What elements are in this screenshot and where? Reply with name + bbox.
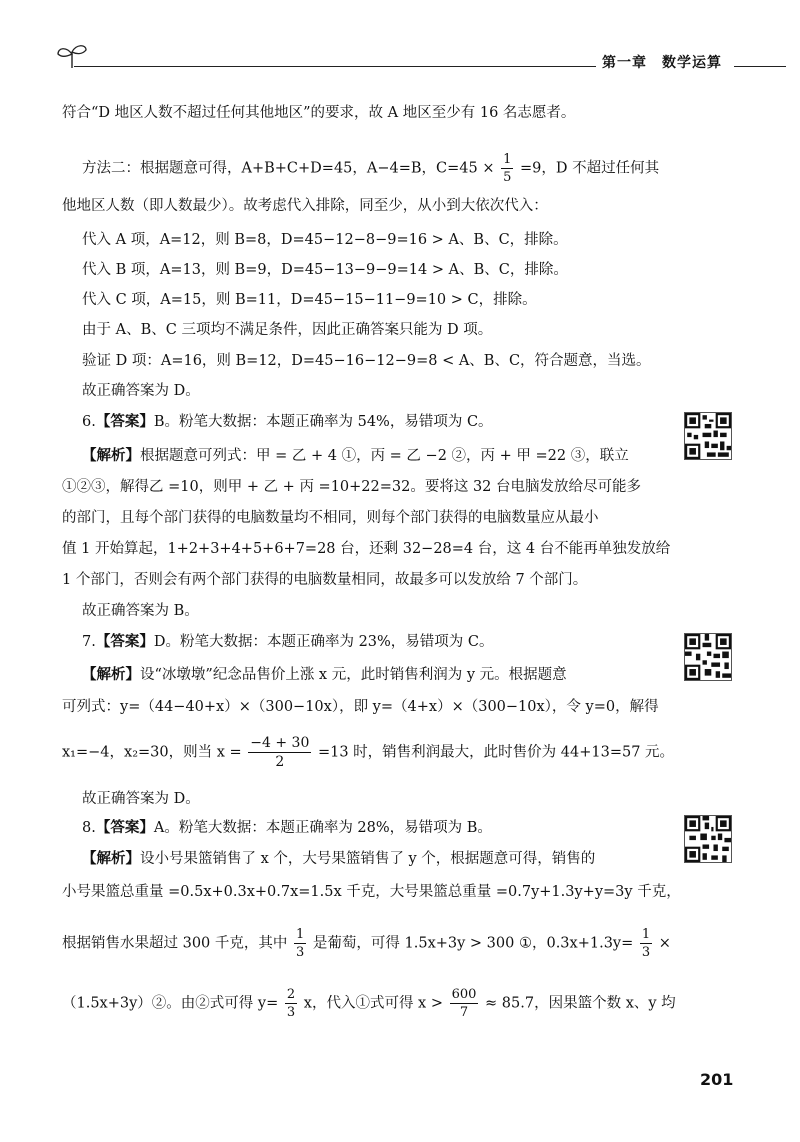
- text-line: 1 个部门，否则会有两个部门获得的电脑数量相同，故最多可以发放给 7 个部门。: [62, 572, 588, 588]
- text-line: ①②③，解得乙 =10，则甲 + 乙 + 丙 =10+22=32。要将这 32 台电脑发放给尽可能多: [62, 479, 642, 495]
- explanation-line-q6: 【解析】根据题意可列式：甲 = 乙 + 4 ①，丙 = 乙 −2 ②，丙 + 甲 =22 ③，联立: [82, 447, 629, 464]
- explanation-line-q8: 【解析】设小号果篮销售了 x 个，大号果篮销售了 y 个，根据题意可得，销售的: [82, 850, 596, 867]
- text-line: 代入 A 项，A=12，则 B=8，D=45−12−8−9=16 > A、B、C，排除。: [82, 232, 568, 248]
- text-line: 值 1 开始算起，1+2+3+4+5+6+7=28 台，还剩 32−28=4 台，这 4 台不能再单独发放给: [62, 541, 671, 557]
- text-line: （1.5x+3y）②。由②式可得 y= $\frac{2}{3}$ x，代入①式可得 x > $\frac{600}{7}$ ≈ 85.7，因果篮个数 x、y 均: [62, 987, 676, 1020]
- explanation-line-q7: 【解析】设“冰墩墩”纪念品售价上涨 x 元，此时销售利润为 y 元。根据题意: [82, 666, 567, 683]
- answer-line-q6: 6.【答案】B。粉笔大数据：本题正确率为 54%，易错项为 C。: [82, 413, 493, 430]
- text-line: 故正确答案为 B。: [82, 603, 199, 619]
- text-line: 根据销售水果超过 300 千克，其中 $\frac{1}{3}$ 是葡萄，可得 1.5x+3y > 300 ①，0.3x+1.3y= $\frac{1}{3}$ ×: [62, 927, 671, 960]
- fraction: $\frac{600}{7}$: [451, 987, 477, 1020]
- chapter-title: 第一章 数学运算: [602, 55, 722, 71]
- fraction: $\frac{1}{5}$: [503, 152, 512, 185]
- text-line: 验证 D 项：A=16，则 B=12，D=45−16−12−9=8 < A、B、C，符合题意，当选。: [82, 353, 651, 369]
- text-line: 代入 B 项，A=13，则 B=9，D=45−13−9−9=14 > A、B、C，排除。: [82, 262, 568, 278]
- fraction: $\frac{2}{3}$: [286, 987, 296, 1020]
- text-line: 代入 C 项，A=15，则 B=11，D=45−15−11−9=10 > C，排除。: [82, 292, 537, 308]
- header-rule-left: [74, 66, 596, 67]
- text-line: 他地区人数（即人数最少）。故考虑代入排除，同至少，从小到大依次代入：: [62, 198, 548, 214]
- answer-line-q8: 8.【答案】A。粉笔大数据：本题正确率为 28%，易错项为 B。: [82, 819, 492, 836]
- page-number: 201: [700, 1070, 734, 1089]
- text-line: 故正确答案为 D。: [82, 383, 200, 399]
- qr-code-q7[interactable]: [684, 633, 732, 681]
- text-line: 方法二：根据题意可得，A+B+C+D=45，A−4=B，C=45 × $\frac{1}{5}$ =9，D 不超过任何其: [82, 152, 660, 185]
- qr-code-q6[interactable]: [684, 412, 732, 460]
- page-header: [50, 42, 764, 72]
- fraction: $\frac{1}{3}$: [296, 927, 305, 960]
- text-line: 由于 A、B、C 三项均不满足条件，因此正确答案只能为 D 项。: [82, 322, 493, 338]
- fraction: $\frac{-4 + 30}{2}$: [250, 735, 310, 770]
- text-line: 的部门，且每个部门获得的电脑数量均不相同，则每个部门获得的电脑数量应从最小: [62, 510, 599, 526]
- header-rule-right: [734, 66, 786, 67]
- qr-code-q8[interactable]: [684, 815, 732, 863]
- text-line: x₁=−4，x₂=30，则当 x = $\frac{-4 + 30}{2}$ =13 时，销售利润最大，此时售价为 44+13=57 元。: [62, 735, 675, 770]
- text-line: 符合“D 地区人数不超过任何其他地区”的要求，故 A 地区至少有 16 名志愿者。: [62, 105, 576, 121]
- fraction: $\frac{1}{3}$: [641, 927, 651, 960]
- text-line: 可列式：y=（44−40+x）×（300−10x），即 y=（4+x）×（300−10x），令 y=0，解得: [62, 699, 659, 715]
- answer-line-q7: 7.【答案】D。粉笔大数据：本题正确率为 23%，易错项为 C。: [82, 633, 494, 650]
- text-line: 小号果篮总重量 =0.5x+0.3x+0.7x=1.5x 千克，大号果篮总重量 =0.7y+1.3y+y=3y 千克，: [62, 884, 681, 900]
- text-line: 故正确答案为 D。: [82, 791, 200, 807]
